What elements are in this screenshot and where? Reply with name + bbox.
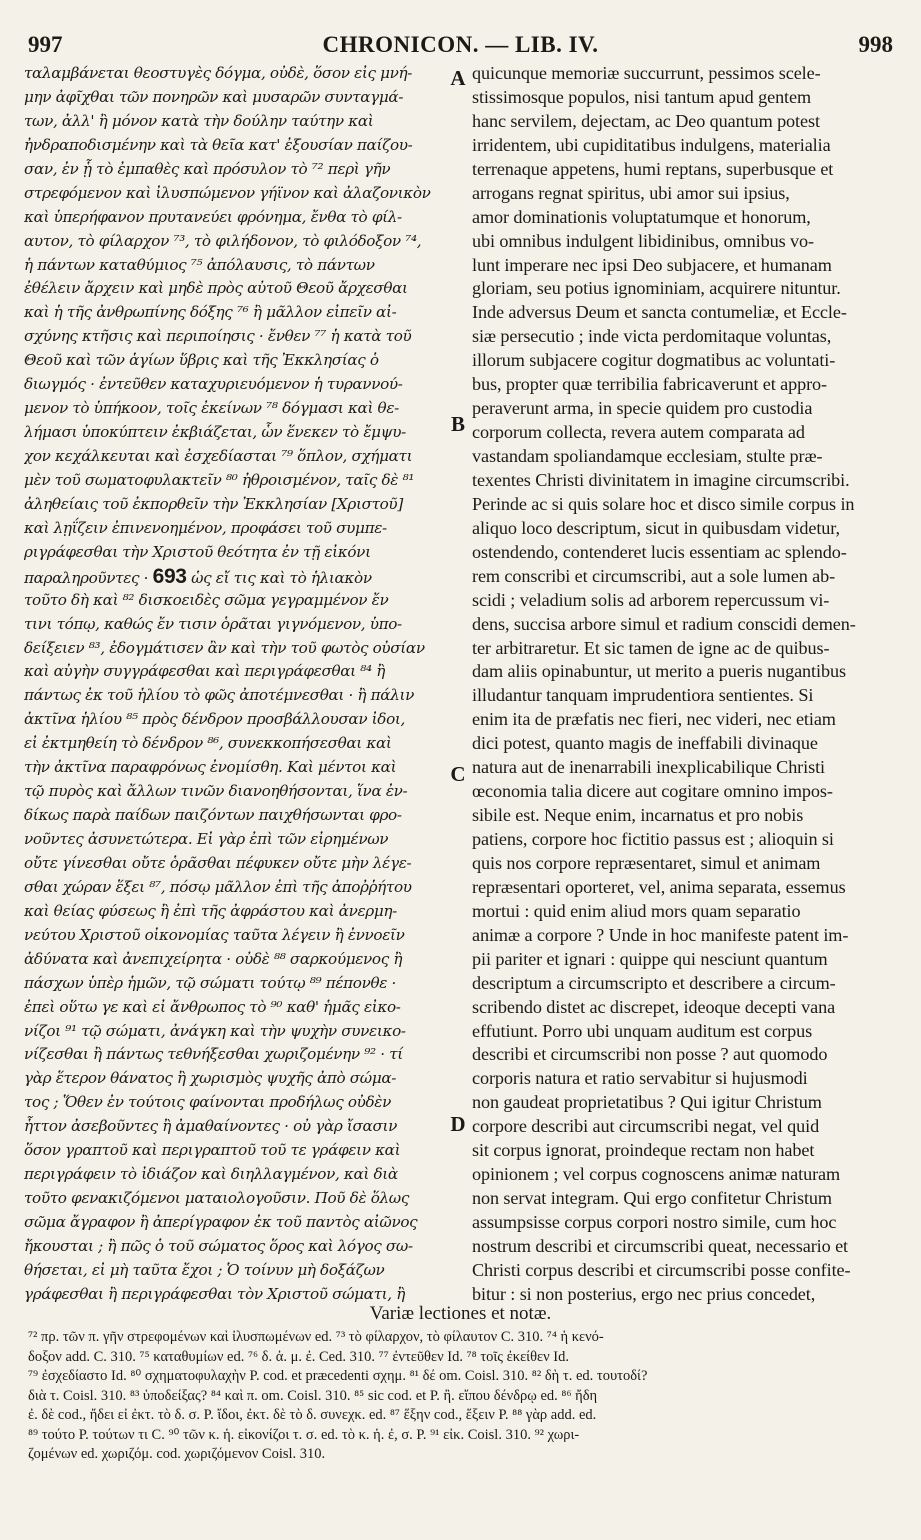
- latin-line-text: dens, succisa arbore simul et radium conscidi demen-: [472, 613, 856, 634]
- greek-line: [24, 301, 460, 325]
- latin-line: [472, 325, 898, 349]
- greek-line: [24, 756, 460, 780]
- latin-column: [472, 62, 898, 1307]
- latin-line: [472, 804, 898, 828]
- greek-line-text: νίζοι ⁹¹ τῷ σώματι, ἀνάγκη καὶ τὴν ψυχὴν συνεικο-: [24, 1021, 406, 1040]
- greek-line-text: παραληροῦντες ·: [24, 568, 153, 587]
- notes-block: [28, 1328, 896, 1465]
- greek-line-text: μην ἀφῖχθαι τῶν πονηρῶν καὶ μυσαρῶν συνταγμά-: [24, 87, 404, 106]
- latin-line-text: illudantur tanquam imprudentiora sentientes. Si: [472, 685, 814, 706]
- greek-line-text: ἧττον ἀσεβοῦντες ἢ ἀμαθαίνοντες · οὐ γὰρ ἴσασιν: [24, 1117, 397, 1136]
- latin-line: [472, 301, 898, 325]
- latin-line-text: natura aut de inenarrabili inexplicabilique Christi: [472, 757, 825, 778]
- latin-line-text: amor dominationis voluptatumque et honorum,: [472, 206, 811, 227]
- latin-line: [472, 1259, 898, 1283]
- latin-line: [472, 110, 898, 134]
- greek-line: [24, 732, 460, 756]
- note-line-text: ζομένων ed. χωριζόμ. cod. χωριζόμενον Coisl. 310.: [28, 1446, 326, 1462]
- greek-line-text: νεύτου Χριστοῦ οἰκονομίας ταῦτα λέγειν ἢ ἐννοεῖν: [24, 925, 405, 944]
- greek-line-text: τοῦτο φενακιζόμενοι ματαιολογοῦσιν. Ποῦ δὲ ὅλως: [24, 1189, 409, 1208]
- greek-line-text: μενον τὸ ὑπήκοον, τοῖς ἐκείνων ⁷⁸ δόγμασι καὶ θε-: [24, 399, 399, 418]
- latin-line-text: patiens, corpore hoc fictitio passus est ; alioquin si: [472, 829, 834, 849]
- latin-line-text: opinionem ; vel corpus cognoscens animæ naturam: [472, 1164, 841, 1185]
- latin-line: [472, 708, 898, 732]
- greek-line: [24, 565, 460, 589]
- greek-line-text: ἀδύνατα καὶ ἀνεπιχείρητα · οὐδὲ ⁸⁸ σαρκούμενος ἢ: [24, 949, 403, 968]
- latin-line-text: mortui : quid enim aliud mors quam separatio: [472, 900, 801, 921]
- greek-line: [24, 254, 460, 278]
- latin-line: [472, 900, 898, 924]
- greek-line: [24, 349, 460, 373]
- greek-line-text: ἡ πάντων καταθύμιος ⁷⁵ ἀπόλαυσις, τὸ πάντων: [24, 255, 375, 274]
- greek-line-text: καὶ λῃΐζειν ἐπινενοημένον, προφάσει τοῦ συμπε-: [24, 518, 387, 537]
- greek-line: [24, 541, 460, 565]
- latin-line-text: illorum subjacere cogitur dogmatibus ac voluntati-: [472, 350, 836, 371]
- greek-line-text: χον κεχάλκευται καὶ ἐσχεδίασται ⁷⁹ ὅπλον, σχήματι: [24, 447, 413, 465]
- latin-line: [472, 445, 898, 469]
- latin-line: [472, 158, 898, 182]
- greek-line-text: καὶ ὑπερήφανον πρυτανεύει φρόνημα, ἔνθα τὸ φίλ-: [24, 207, 402, 226]
- latin-line-text: pii pariter et ignari : quippe qui nesciunt quantum: [472, 948, 828, 969]
- latin-line: [472, 421, 898, 445]
- greek-line-text: ἠνδραποδισμένην καὶ τὰ θεῖα κατ' ἐξουσίαν παίζου-: [24, 135, 413, 154]
- greek-line: [24, 1235, 460, 1259]
- greek-line-text: καὶ αὐγὴν συγγράφεσθαι καὶ περιγράφεσθαι ⁸⁴ ἢ: [24, 662, 385, 681]
- latin-line-text: descriptum a circumscripto et describere a circum-: [472, 972, 836, 993]
- greek-line: [24, 421, 460, 445]
- latin-line-text: sibile est. Neque enim, incarnatus et pro nobis: [472, 805, 804, 826]
- latin-line-text: corporis natura et ratio servabitur si hujusmodi: [472, 1068, 808, 1089]
- latin-line: [472, 230, 898, 254]
- greek-line-text: τος ; Ὅθεν ἐν τούτοις φαίνονται προδήλως οὐδὲν: [24, 1093, 391, 1112]
- note-line: [28, 1426, 896, 1446]
- latin-line-text: scribendo distet ac discrepet, ideoque decepti vana: [472, 996, 836, 1017]
- latin-line-text: enim ita de præfatis nec fieri, nec videri, nec etiam: [472, 709, 836, 730]
- greek-line: [24, 62, 460, 86]
- latin-line: [472, 206, 898, 230]
- greek-line: [24, 517, 460, 541]
- latin-line-text: corporum collecta, revera autem comparata ad: [472, 422, 805, 443]
- greek-line-text: πάντως ἐκ τοῦ ἡλίου τὸ φῶς ἀποτέμνεσθαι · ἢ πάλιν: [24, 686, 414, 705]
- latin-line: [472, 469, 898, 493]
- latin-line: [472, 565, 898, 589]
- greek-line-text: λήμασι ὑποκύπτειν ἐκβιάζεται, ὧν ἕνεκεν τὸ ἔμψυ-: [24, 423, 406, 442]
- latin-line-text: rem conscribi et circumscribi, aut a sole lumen ab-: [472, 565, 836, 586]
- greek-line: [24, 469, 460, 493]
- latin-line-text: describi et circumscribi non posse ? aut quomodo: [472, 1044, 828, 1065]
- section-letter: C: [450, 762, 466, 786]
- note-line: [28, 1406, 896, 1426]
- latin-line: [472, 134, 898, 158]
- greek-line: [24, 852, 460, 876]
- latin-line: [472, 828, 898, 852]
- latin-line: [472, 684, 898, 708]
- greek-line-text: σχύνης κτῆσις καὶ περιποίησις · ἔνθεν ⁷⁷ ἡ κατὰ τοῦ: [24, 327, 412, 346]
- latin-line: [472, 876, 898, 900]
- greek-line-text: ἀληθείαις τοῦ ἐκπορθεῖν τὴν Ἐκκλησίαν [Χριστοῦ]: [24, 494, 403, 513]
- latin-line-text: irridentem, ubi cupiditatibus indulgens, materialia: [472, 134, 831, 155]
- greek-line-text: καὶ ἡ τῆς ἀνθρωπίνης δόξης ⁷⁶ ἢ μᾶλλον εἰπεῖν αἰ-: [24, 303, 397, 322]
- greek-line: [24, 134, 460, 158]
- latin-line: [472, 493, 898, 517]
- greek-line-text: ἀκτῖνα ἡλίου ⁸⁵ πρὸς δένδρον προσβάλλουσαν ἰδοι,: [24, 710, 405, 729]
- greek-line: [24, 708, 460, 732]
- running-header: [28, 28, 893, 62]
- latin-line-text: ostendendo, contenderet lucis essentiam ac splendo-: [472, 541, 847, 562]
- latin-line-text: non servat integram. Qui ergo confitetur Christum: [472, 1188, 832, 1209]
- latin-line-text: Christi corpus describi et circumscribi posse confite-: [472, 1259, 851, 1280]
- latin-line-text: assumpsisse corpus corpori nostro simile, cum hoc: [472, 1212, 837, 1232]
- greek-line-text: εἰ ἐκτμηθείη τὸ δένδρον ⁸⁶, συνεκκοπήσεσθαι καὶ: [24, 734, 392, 753]
- note-line-text: δοξον add. C. 310. ⁷⁵ καταθυμίων ed. ⁷⁶ δ. ἀ. μ. ἐ. Ced. 310. ⁷⁷ ἐντεῦθεν Id. ⁷⁸ τοῖς ἐκείθεν Id.: [28, 1348, 569, 1365]
- latin-line-text: corpore describi aut circumscribi negat, vel quid: [472, 1116, 820, 1137]
- running-title: CHRONICON. — LIB. IV.: [322, 32, 599, 57]
- greek-line-text: γὰρ ἕτερον θάνατος ἢ χωρισμὸς ψυχῆς ἀπὸ σώμα-: [24, 1069, 397, 1088]
- greek-line: [24, 780, 460, 804]
- greek-line: [24, 876, 460, 900]
- greek-line-text: ἤκουσται ; ἢ πῶς ὁ τοῦ σώματος ὅρος καὶ λόγος σω-: [24, 1236, 413, 1255]
- latin-line-text: gloriam, seu potius ignominiam, acquirere nituntur.: [472, 278, 841, 299]
- latin-line-text: ubi omnibus indulgent libidinibus, omnibus vo-: [472, 230, 814, 251]
- note-line: [28, 1445, 896, 1465]
- note-line: [28, 1367, 896, 1387]
- greek-line-text: ὅσον γραπτοῦ καὶ περιγραπτοῦ τοῦ τε γράφειν καὶ: [24, 1141, 401, 1160]
- greek-line-continuation: ὡς εἴ τις καὶ τὸ ἡλιακὸν: [186, 568, 372, 587]
- latin-line-text: bus, propter quæ terribilia fabricaverunt et appro-: [472, 374, 827, 395]
- greek-line-text: καὶ θείας φύσεως ἢ ἐπὶ τῆς ἀφράστου καὶ ἀνερμη-: [24, 901, 397, 920]
- greek-line: [24, 1115, 460, 1139]
- latin-line-text: Perinde ac si quis solare hoc et disco simile corpus in: [472, 493, 855, 514]
- latin-line-text: vastandam spoliandamque ecclesiam, stulte præ-: [472, 446, 823, 466]
- greek-line: [24, 110, 460, 134]
- latin-line: [472, 852, 898, 876]
- note-line: [28, 1328, 896, 1348]
- latin-line-text: scidi ; veladium solis ad arborem repercussum vi-: [472, 589, 830, 610]
- greek-line: [24, 1163, 460, 1187]
- latin-line: [472, 182, 898, 206]
- latin-line: [472, 996, 898, 1020]
- page-number-right: 998: [858, 32, 893, 57]
- greek-line: [24, 613, 460, 637]
- latin-line: [472, 1187, 898, 1211]
- greek-line: [24, 1020, 460, 1044]
- note-line-text: ⁷² πρ. τῶν π. γῆν στρεφομένων καὶ ἰλυσπωμένων ed. ⁷³ τὸ φίλαρχον, τὸ φίλαυτον C. 310. ⁷⁴ ἡ κενό-: [28, 1329, 604, 1345]
- greek-line-text: περιγράφειν τὸ ἰδιάζον καὶ διηλλαγμένον, καὶ διὰ: [24, 1165, 398, 1184]
- latin-line: [472, 1020, 898, 1044]
- latin-line: [472, 780, 898, 804]
- section-letter: B: [450, 412, 465, 436]
- greek-line-text: σαν, ἐν ᾗ τὸ ἐμπαθὲς καὶ πρόσυλον τὸ ⁷² περὶ γῆν: [24, 159, 391, 178]
- latin-line: [472, 373, 898, 397]
- latin-line-text: non gaudeat proprietatibus ? Qui igitur Christum: [472, 1092, 822, 1113]
- latin-line: [472, 62, 898, 86]
- greek-line: [24, 828, 460, 852]
- greek-line: [24, 373, 460, 397]
- greek-line: [24, 206, 460, 230]
- greek-line-text: τινι τόπῳ, καθώς ἔν τισιν ὁρᾶται γιγνόμενον, ὑπο-: [24, 614, 402, 633]
- greek-line: [24, 1211, 460, 1235]
- latin-line: [472, 349, 898, 373]
- greek-line-text: στρεφόμενον καὶ ἰλυσπώμενον γήϊνον καὶ ἀλαζονικὸν: [24, 183, 431, 202]
- latin-line-text: animæ a corpore ? Unde in hoc manifeste patent im-: [472, 924, 849, 945]
- latin-line: [472, 397, 898, 421]
- greek-line: [24, 637, 460, 661]
- greek-line: [24, 182, 460, 206]
- greek-line-text: ἐθέλειν ἄρχειν καὶ μηδὲ πρὸς αὐτοῦ Θεοῦ ἄρχεσθαι: [24, 279, 408, 298]
- latin-line-text: arrogans regnat spiritus, ubi amor sui ipsius,: [472, 182, 790, 203]
- greek-line-text: πάσχων ὑπὲρ ἡμῶν, τῷ σώματι τούτῳ ⁸⁹ πέπονθε ·: [24, 973, 397, 992]
- greek-line: [24, 1091, 460, 1115]
- greek-line: [24, 1259, 460, 1283]
- latin-line: [472, 541, 898, 565]
- greek-line: [24, 158, 460, 182]
- latin-line-text: texentes Christi divinitatem in imagine circumscribi.: [472, 469, 850, 490]
- greek-line: [24, 900, 460, 924]
- latin-line-text: bitur : si non posterius, ergo nec prius concedet,: [472, 1283, 816, 1304]
- greek-line-text: δείξειεν ⁸³, ἐδογμάτισεν ἂν καὶ τὴν τοῦ φωτὸς οὐσίαν: [24, 638, 425, 657]
- latin-line: [472, 517, 898, 541]
- latin-line-text: ter arbitraretur. Et sic tamen de igne ac de quibus-: [472, 637, 830, 658]
- latin-line-text: lunt imperare nec ipsi Deo subjacere, et humanam: [472, 254, 832, 275]
- latin-line: [472, 1091, 898, 1115]
- greek-line-text: νοῦντες ἀσυνετώτερα. Εἰ γὰρ ἐπὶ τῶν εἰρημένων: [24, 830, 389, 848]
- latin-line: [472, 1163, 898, 1187]
- notes-title: Variæ lectiones et notæ.: [369, 1303, 552, 1324]
- note-line: [28, 1387, 896, 1407]
- greek-line: [24, 660, 460, 684]
- latin-line: [472, 1235, 898, 1259]
- greek-line: [24, 972, 460, 996]
- greek-line: [24, 86, 460, 110]
- greek-line: [24, 325, 460, 349]
- note-line: [28, 1348, 896, 1368]
- greek-line: [24, 1139, 460, 1163]
- greek-line-text: δίκως παρὰ παίδων παιζόντων παιχθήσωνται φρο-: [24, 806, 402, 825]
- greek-line-text: αυτον, τὸ φίλαρχον ⁷³, τὸ φιλήδονον, τὸ φιλόδοξον ⁷⁴,: [24, 231, 422, 250]
- latin-line-text: stissimosque populos, nisi tantum apud gentem: [472, 86, 812, 107]
- latin-line-text: hanc servilem, dejectam, ac Deo quantum potest: [472, 110, 820, 131]
- greek-line-text: θήσεται, εἰ μὴ ταῦτα ἔχοι ; Ὁ τοίνυν μὴ δοξάζων: [24, 1260, 385, 1279]
- greek-line: [24, 1043, 460, 1067]
- greek-line: [24, 1067, 460, 1091]
- page-number-left: 997: [28, 32, 63, 57]
- latin-line-text: quis nos corpore repræsentaret, simul et animam: [472, 852, 821, 873]
- greek-line-text: διωγμός · ἐντεῦθεν καταχυριευόμενον ἡ τυραννού-: [24, 375, 403, 394]
- greek-line: [24, 445, 460, 469]
- latin-line: [472, 254, 898, 278]
- latin-line: [472, 1067, 898, 1091]
- note-line-text: ⁸⁹ τούτο P. τούτων τι C. ⁹⁰ τῶν κ. ἡ. εἰκονίζοι τ. σ. ed. τὸ κ. ἡ. ἐ, σ. P. ⁹¹ εἰκ. Coisl. 310. ⁹² χωρι-: [28, 1426, 580, 1443]
- note-line-text: ἐ. δὲ cod., ἤδει εἰ ἐκτ. τὸ δ. σ. P. ἴδοι, ἐκτ. δὲ τὸ δ. συνεχκ. ed. ⁸⁷ ἕξην cod., ἕξειν P. ⁸⁸ γὰρ add. ed.: [28, 1407, 597, 1423]
- latin-line-text: Inde adversus Deum et sancta contumeliæ, et Eccle-: [472, 302, 847, 323]
- latin-line-text: quicunque memoriæ succurrunt, pessimos scele-: [472, 63, 821, 83]
- note-line-text: διὰ τ. Coisl. 310. ⁸³ ὑποδείξας? ⁸⁴ καὶ π. om. Coisl. 310. ⁸⁵ sic cod. et P. ἢ. εἴπου δένδρῳ ed. ⁸⁶ ἤδη: [28, 1387, 598, 1404]
- greek-line-text: νίζεσθαι ἢ πάντως τεθνήξεσθαι χωριζομένην ⁹² · τί: [24, 1045, 403, 1064]
- greek-line-text: γράφεσθαι ἢ περιγράφεσθαι τὸν Χριστοῦ σώματι, ἢ: [24, 1284, 405, 1303]
- greek-line: [24, 230, 460, 254]
- latin-line: [472, 948, 898, 972]
- greek-line: [24, 948, 460, 972]
- latin-line-text: terrenaque appetens, humi reptans, superbusque et: [472, 158, 834, 179]
- latin-line-text: dici potest, quanto magis de ineffabili divinaque: [472, 733, 818, 754]
- greek-line-text: οὔτε γίνεσθαι οὔτε ὁρᾶσθαι πέφυκεν οὔτε μὴν λέγε-: [24, 853, 412, 872]
- latin-line: [472, 1139, 898, 1163]
- latin-line: [472, 732, 898, 756]
- greek-line-text: ταλαμβάνεται θεοστυγὲς δόγμα, οὐδὲ, ὅσον εἰς μνή-: [24, 64, 413, 82]
- note-line-text: ⁷⁹ ἐσχεδίαστο Id. ⁸⁰ σχηματοφυλαχὴν P. cod. et præcedenti σχημ. ⁸¹ δέ om. Coisl. 310. ⁸² δὴ τ. ed. τουτοδί?: [28, 1368, 648, 1384]
- greek-line: [24, 804, 460, 828]
- greek-line: [24, 996, 460, 1020]
- latin-line-text: sit corpus ignorat, proindeque rectam non habet: [472, 1140, 815, 1161]
- greek-line: [24, 1187, 460, 1211]
- greek-line-text: μὲν τοῦ σωματοφυλακτεῖν ⁸⁰ ἠθροισμένον, ταῖς δὲ ⁸¹: [24, 470, 415, 489]
- latin-line: [472, 924, 898, 948]
- latin-line: [472, 972, 898, 996]
- greek-line-text: ριγράφεσθαι τὴν Χριστοῦ θεότητα ἐν τῇ εἰκόνι: [24, 542, 371, 561]
- latin-line-text: aliquo loco descriptum, sicut in quibusdam videtur,: [472, 517, 840, 538]
- greek-line: [24, 277, 460, 301]
- latin-line: [472, 637, 898, 661]
- latin-line: [472, 86, 898, 110]
- greek-line-text: Θεοῦ καὶ τῶν ἁγίων ὕβρις καὶ τῆς Ἐκκλησίας ὁ: [24, 351, 379, 370]
- latin-line-text: dam aliis opinabuntur, ut merito a pueris nugantibus: [472, 661, 846, 682]
- latin-line-text: nostrum describi et circumscribi queat, necessario et: [472, 1235, 848, 1256]
- greek-line: [24, 684, 460, 708]
- latin-line: [472, 1115, 898, 1139]
- greek-column: [24, 62, 460, 1307]
- greek-line: [24, 924, 460, 948]
- greek-line: [24, 397, 460, 421]
- section-letter: A: [450, 66, 466, 90]
- latin-line: [472, 277, 898, 301]
- greek-line: [24, 493, 460, 517]
- section-letter: D: [450, 1112, 466, 1136]
- latin-line-text: siæ persecutio ; inde victa perdomitaque voluntas,: [472, 326, 832, 347]
- latin-line-text: peraverunt arma, in specie quidem pro custodia: [472, 398, 813, 419]
- latin-line: [472, 756, 898, 780]
- greek-line-text: των, ἀλλ' ἢ μόνον κατὰ τὴν δούλην ταύτην καὶ: [24, 111, 374, 130]
- latin-line: [472, 660, 898, 684]
- greek-line-text: τοῦτο δὴ καὶ ⁸² δισκοειδὲς σῶμα γεγραμμένον ἔν: [24, 590, 389, 609]
- column-number: 693: [152, 564, 187, 588]
- latin-line-text: œconomia talia dicere aut cogitare omnino impos-: [472, 781, 833, 802]
- greek-line: [24, 589, 460, 613]
- greek-line-text: ἐπεὶ οὕτω γε καὶ εἰ ἄνθρωπος τὸ ⁹⁰ καθ' ἡμᾶς εἰκο-: [24, 997, 401, 1016]
- greek-line-text: σῶμα ἄγραφον ἢ ἀπερίγραφον ἐκ τοῦ παντὸς αἰῶνος: [24, 1213, 418, 1231]
- latin-line-text: repræsentari oporteret, vel, anima separata, essemus: [472, 876, 846, 897]
- latin-line: [472, 1211, 898, 1235]
- greek-line-text: σθαι χώραν ἕξει ⁸⁷, πόσῳ μᾶλλον ἐπὶ τῆς ἀποῤῥήτου: [24, 877, 412, 896]
- greek-line-text: τὴν ἀκτῖνα παραφρόνως ἐνομίσθη. Καὶ μέντοι καὶ: [24, 758, 397, 777]
- latin-line: [472, 589, 898, 613]
- greek-line-text: τῷ πυρὸς καὶ ἄλλων τινῶν διανοηθήσονται, ἵνα ἐν-: [24, 782, 408, 801]
- latin-line: [472, 1043, 898, 1067]
- latin-line: [472, 613, 898, 637]
- latin-line-text: effutiunt. Porro ubi unquam auditum est corpus: [472, 1020, 813, 1041]
